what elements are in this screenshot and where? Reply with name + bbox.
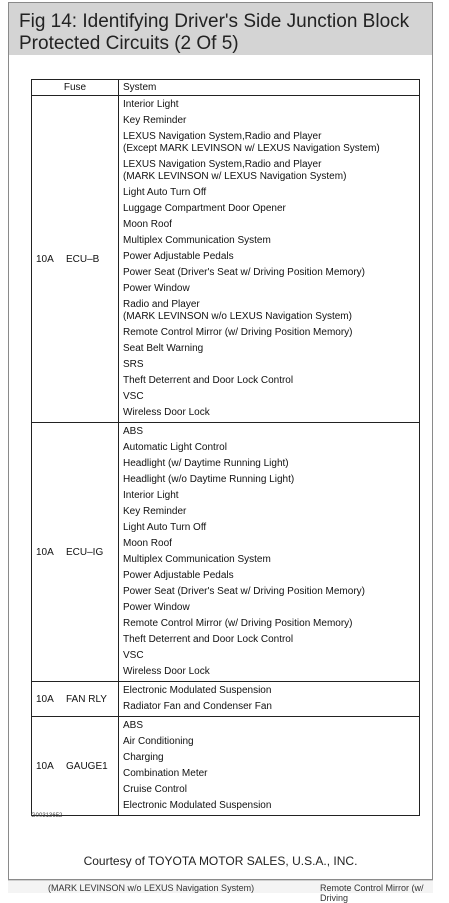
system-item: Air Conditioning bbox=[123, 736, 194, 747]
fuse-rating: 10A bbox=[32, 96, 63, 423]
system-list bbox=[119, 682, 420, 717]
table-header-row bbox=[32, 80, 420, 96]
fuse-table bbox=[31, 79, 420, 816]
system-item: Multiplex Communication System bbox=[123, 235, 271, 246]
system-item: LEXUS Navigation System,Radio and Player (Except MARK LEVINSON w/ LEXUS Navigation System) bbox=[123, 131, 380, 154]
system-item: Power Seat (Driver's Seat w/ Driving Position Memory) bbox=[123, 586, 365, 597]
system-item: Electronic Modulated Suspension bbox=[123, 685, 272, 696]
fuse-rating: 10A bbox=[32, 682, 63, 717]
system-item: Remote Control Mirror (w/ Driving Position Memory) bbox=[123, 618, 353, 629]
system-item: VSC bbox=[123, 391, 144, 402]
figure-frame bbox=[8, 2, 433, 880]
system-item: Moon Roof bbox=[123, 538, 172, 549]
system-item: Radio and Player (MARK LEVINSON w/o LEXUS Navigation System) bbox=[123, 299, 352, 322]
system-list bbox=[119, 717, 420, 816]
system-item: Interior Light bbox=[123, 99, 179, 110]
system-item: Power Seat (Driver's Seat w/ Driving Position Memory) bbox=[123, 267, 365, 278]
system-item: Electronic Modulated Suspension bbox=[123, 800, 272, 811]
system-item: ABS bbox=[123, 426, 144, 437]
system-item: Remote Control Mirror (w/ Driving Position Memory) bbox=[123, 327, 353, 338]
system-item: LEXUS Navigation System,Radio and Player (MARK LEVINSON w/ LEXUS Navigation System) bbox=[123, 159, 347, 182]
system-item: Interior Light bbox=[123, 490, 179, 501]
fuse-name: ECU–B bbox=[62, 96, 119, 423]
cropped-page-strip bbox=[8, 880, 433, 903]
fuse-group-row bbox=[32, 682, 420, 717]
figure-title: Fig 14: Identifying Driver's Side Junction Block Protected Circuits (2 Of 5) bbox=[9, 3, 432, 55]
fuse-table-body bbox=[32, 96, 420, 816]
system-item: Wireless Door Lock bbox=[123, 666, 210, 677]
system-item: ABS bbox=[123, 720, 144, 731]
system-item: Power Window bbox=[123, 602, 190, 613]
cropped-text-left: (MARK LEVINSON w/o LEXUS Navigation System) bbox=[48, 883, 255, 893]
fuse-rating: 10A bbox=[32, 717, 63, 816]
system-item: Cruise Control bbox=[123, 784, 187, 795]
system-item: Light Auto Turn Off bbox=[123, 187, 207, 198]
system-item: Seat Belt Warning bbox=[123, 343, 204, 354]
fuse-name: ECU–IG bbox=[62, 423, 119, 682]
system-item: Headlight (w/o Daytime Running Light) bbox=[123, 474, 295, 485]
system-item: Key Reminder bbox=[123, 115, 187, 126]
system-item: Power Adjustable Pedals bbox=[123, 570, 234, 581]
system-list bbox=[119, 423, 420, 682]
system-column-header: System bbox=[119, 80, 420, 96]
fuse-name: GAUGE1 bbox=[62, 717, 119, 816]
system-item: Wireless Door Lock bbox=[123, 407, 210, 418]
fuse-group-row bbox=[32, 96, 420, 423]
system-item: Theft Deterrent and Door Lock Control bbox=[123, 634, 294, 645]
system-item: Headlight (w/ Daytime Running Light) bbox=[123, 458, 289, 469]
fuse-rating: 10A bbox=[32, 423, 63, 682]
system-item: Luggage Compartment Door Opener bbox=[123, 203, 286, 214]
system-item: Charging bbox=[123, 752, 164, 763]
fuse-column-header: Fuse bbox=[32, 80, 119, 96]
fuse-group-row bbox=[32, 423, 420, 682]
system-item: Key Reminder bbox=[123, 506, 187, 517]
system-list bbox=[119, 96, 420, 423]
system-item: Theft Deterrent and Door Lock Control bbox=[123, 375, 294, 386]
system-item: Multiplex Communication System bbox=[123, 554, 271, 565]
system-item: Power Adjustable Pedals bbox=[123, 251, 234, 262]
system-item: VSC bbox=[123, 650, 144, 661]
system-item: Light Auto Turn Off bbox=[123, 522, 207, 533]
courtesy-line: Courtesy of TOYOTA MOTOR SALES, U.S.A., INC. bbox=[83, 854, 358, 868]
fuse-name: FAN RLY bbox=[62, 682, 119, 717]
document-id: G00313652 bbox=[31, 813, 63, 819]
fuse-group-row bbox=[32, 717, 420, 816]
system-item: Power Window bbox=[123, 283, 190, 294]
system-item: Radiator Fan and Condenser Fan bbox=[123, 701, 272, 712]
system-item: Combination Meter bbox=[123, 768, 208, 779]
cropped-text-right: Remote Control Mirror (w/ Driving bbox=[320, 883, 424, 903]
system-item: SRS bbox=[123, 359, 144, 370]
system-item: Moon Roof bbox=[123, 219, 172, 230]
system-item: Automatic Light Control bbox=[123, 442, 227, 453]
